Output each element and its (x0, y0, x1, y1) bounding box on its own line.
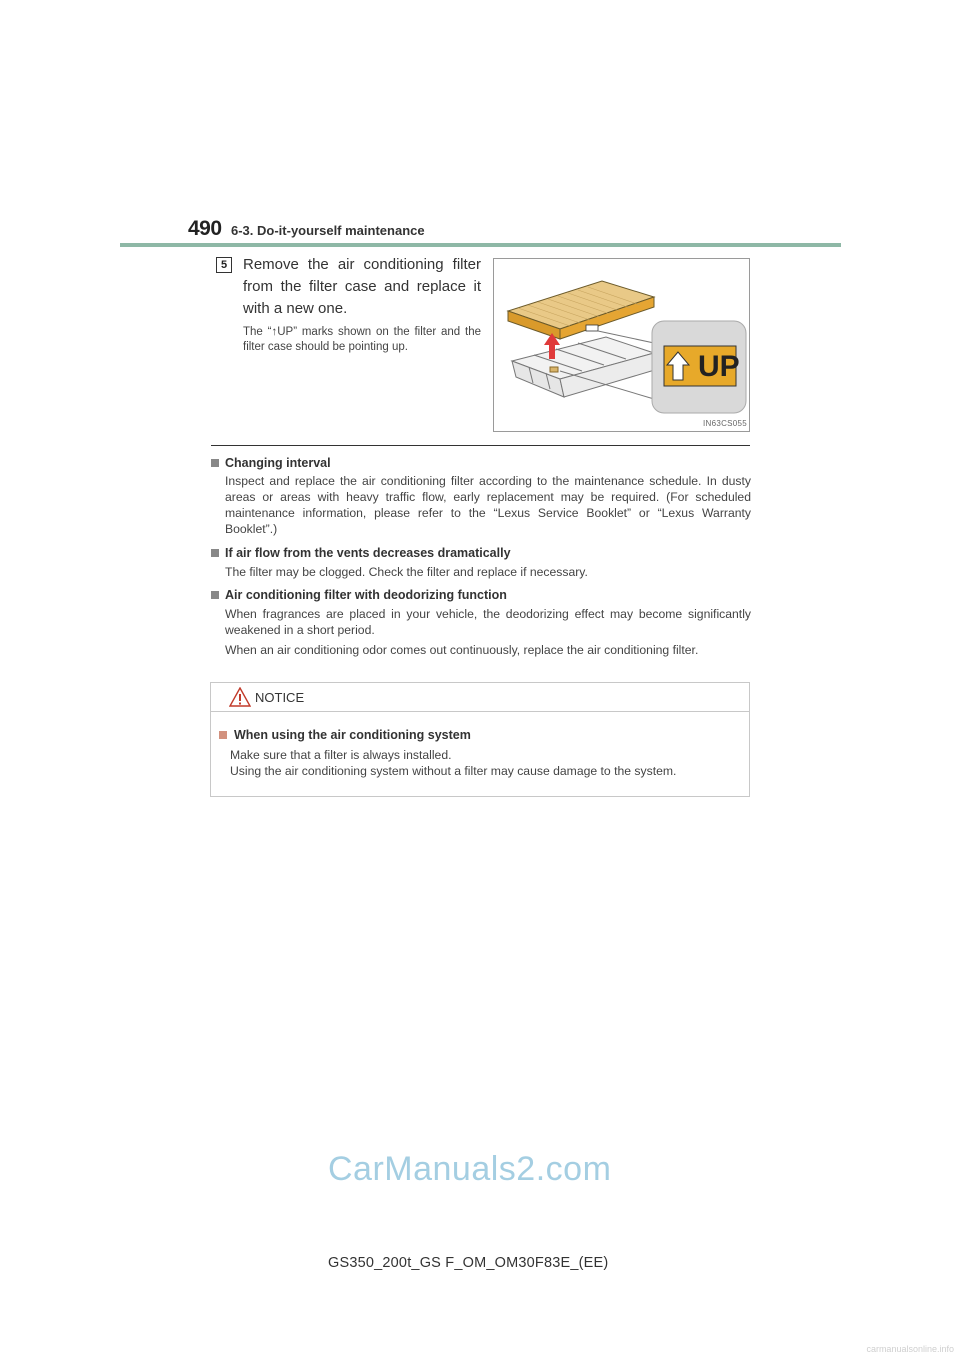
page-number: 490 (188, 217, 222, 240)
notice-item-heading: When using the air conditioning system (219, 728, 471, 742)
up-label: UP (698, 350, 740, 383)
figure-code: IN63CS055 (703, 419, 748, 428)
watermark: CarManuals2.com (328, 1150, 612, 1188)
notice-line: Make sure that a filter is always installed. (230, 748, 452, 762)
section-title: 6-3. Do-it-yourself maintenance (231, 223, 425, 238)
info-heading: Air conditioning filter with deodorizing function (211, 588, 751, 602)
content-rule (211, 445, 750, 446)
step-text: Remove the air conditioning filter from the filter case and replace it with a new one. (243, 256, 481, 317)
warning-icon (229, 687, 251, 707)
info-heading: If air flow from the vents decreases dramatically (211, 546, 751, 560)
step-note: The “↑UP” marks shown on the filter and the filter case should be pointing up. (243, 326, 481, 353)
notice-label: NOTICE (255, 690, 305, 705)
square-bullet-icon (211, 549, 219, 557)
filter-illustration (493, 258, 750, 432)
info-deodorizing (211, 588, 751, 658)
square-bullet-icon (219, 731, 227, 739)
step-number: 5 (216, 257, 232, 273)
filter-case (512, 337, 658, 397)
info-paragraph: The filter may be clogged. Check the filter and replace if necessary. (225, 565, 588, 579)
square-bullet-icon (211, 459, 219, 467)
info-paragraph: When an air conditioning odor comes out continuously, replace the air conditioning filter. (225, 643, 699, 657)
info-air-flow (211, 546, 751, 580)
info-changing-interval (211, 456, 751, 537)
filter-replacement-drawing (494, 259, 749, 431)
info-heading: Changing interval (211, 456, 751, 470)
header-rule (120, 243, 841, 247)
notice-box (210, 682, 750, 797)
square-bullet-icon (211, 591, 219, 599)
info-paragraph: Inspect and replace the air conditioning filter according to the maintenance schedule. In dusty areas or areas with heavy traffic flow, early replacement may be required. (For scheduled maintenance information, please refer to the “Lexus Service Booklet” or “Lexus Warranty Booklet”.) (225, 474, 751, 536)
notice-text (230, 747, 676, 779)
air-filter (508, 281, 654, 339)
notice-header (211, 683, 749, 712)
document-code: GS350_200t_GS F_OM_OM30F83E_(EE) (328, 1255, 609, 1271)
info-paragraph: When fragrances are placed in your vehicle, the deodorizing effect may become significantly weakened in a short period. (225, 607, 751, 637)
notice-line: Using the air conditioning system without a filter may cause damage to the system. (230, 764, 677, 778)
corner-watermark: carmanualsonline.info (866, 1344, 954, 1354)
